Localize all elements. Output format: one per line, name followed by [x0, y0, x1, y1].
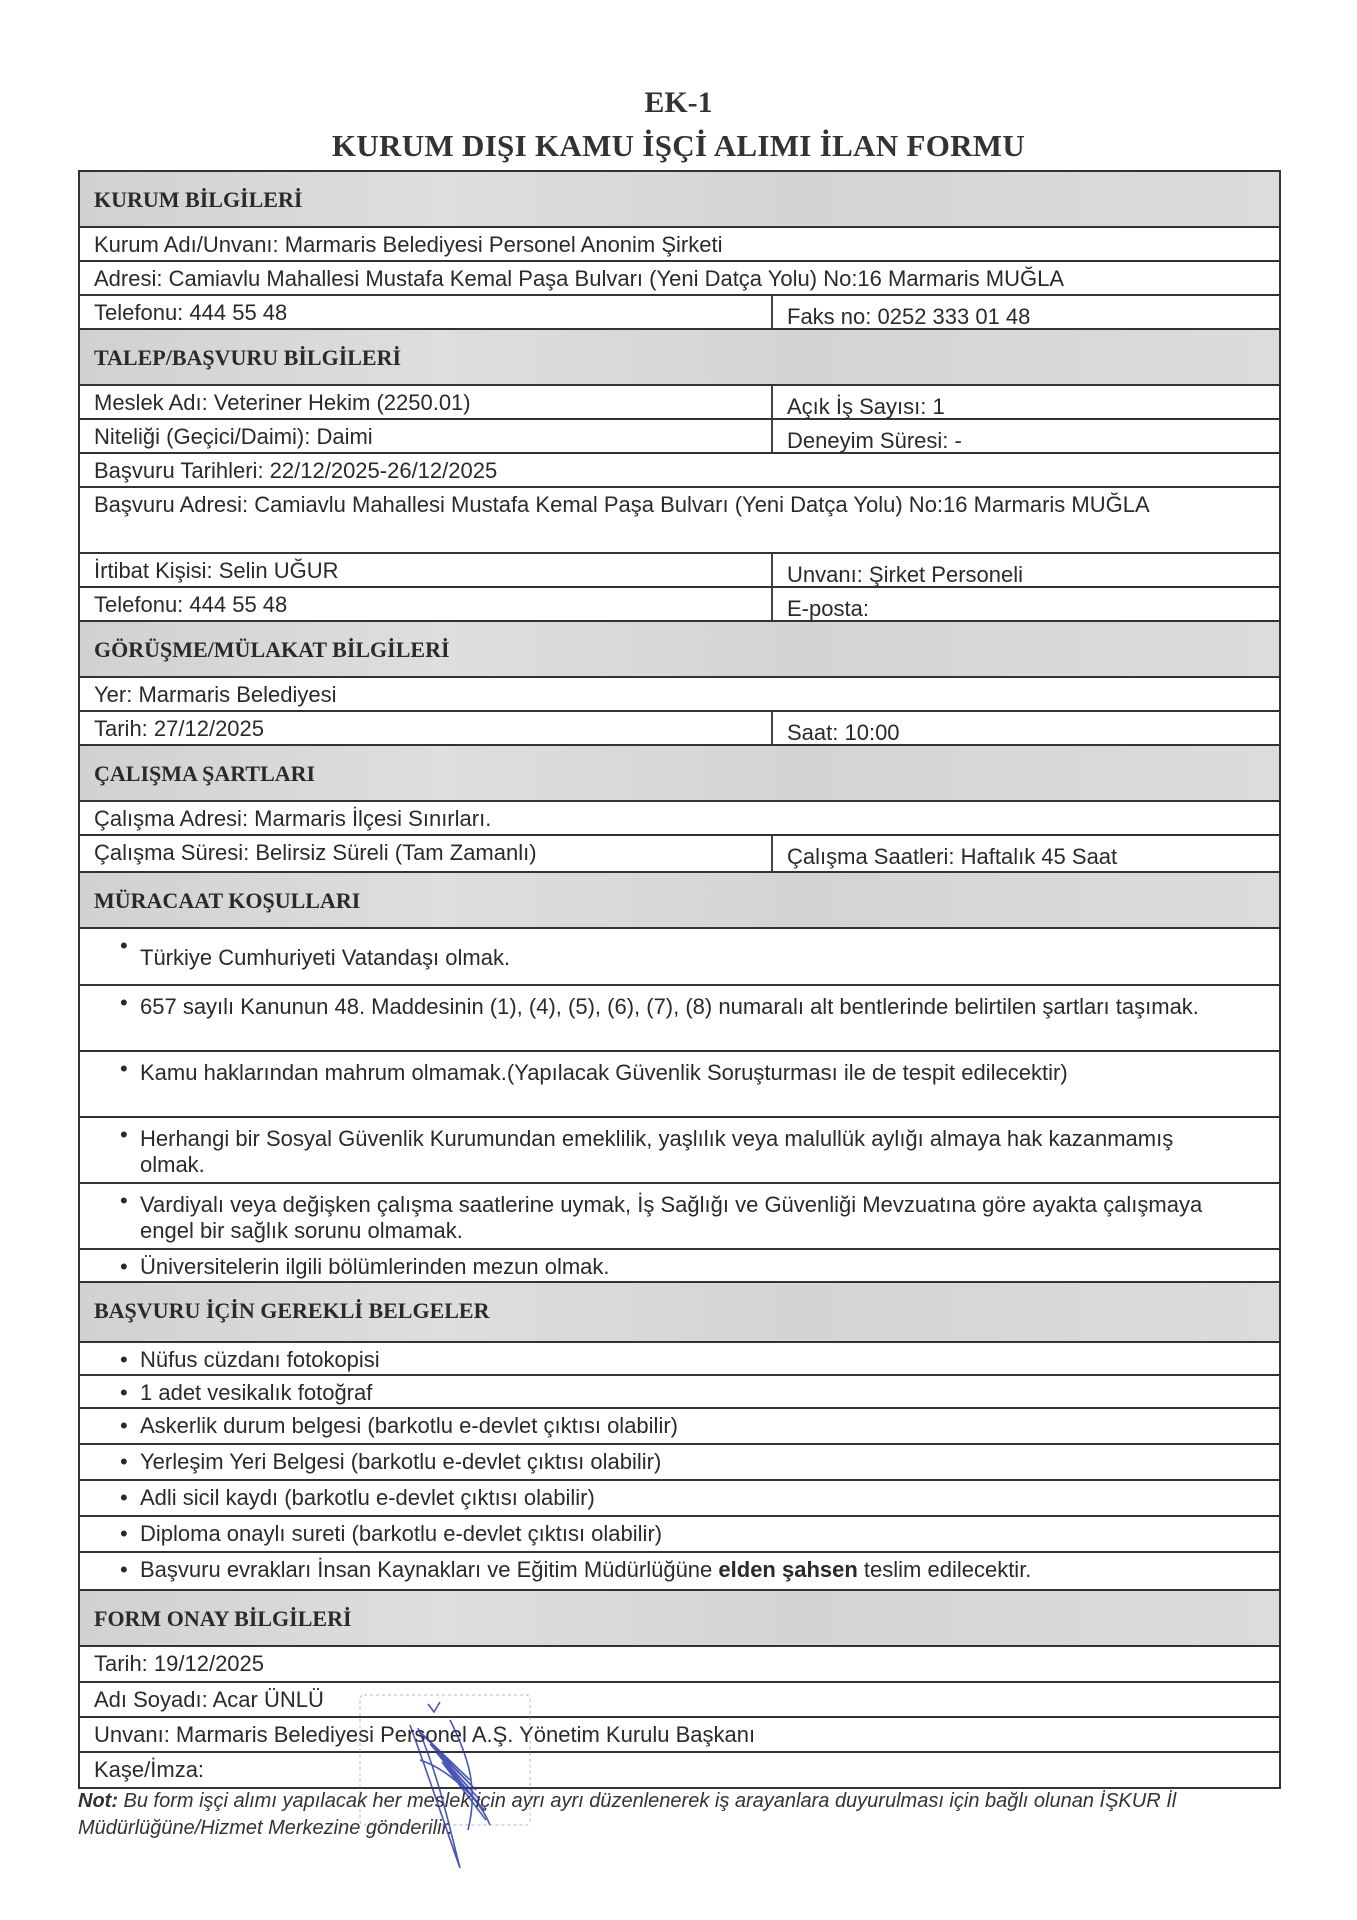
section-title: GÖRÜŞME/MÜLAKAT BİLGİLERİ: [94, 637, 450, 662]
nitelik: Niteliği (Geçici/Daimi): Daimi: [80, 420, 773, 452]
row-yer: [80, 678, 1279, 712]
row-onay-adi: [80, 1683, 1279, 1718]
calisma-saatleri: Çalışma Saatleri: Haftalık 45 Saat: [787, 844, 1118, 869]
row-kurum-telefon: [80, 296, 1279, 330]
muracaat-item: [80, 929, 1279, 986]
talep-telefon: Telefonu: 444 55 48: [80, 588, 773, 620]
section-title: TALEP/BAŞVURU BİLGİLERİ: [94, 345, 402, 370]
basvuru-adresi: Başvuru Adresi: Camiavlu Mahallesi Mustafa Kemal Paşa Bulvarı (Yeni Datça Yolu) No:16 Marmaris MUĞLA: [94, 492, 1150, 517]
onay-adi-soyadi: Adı Soyadı: Acar ÜNLÜ: [94, 1687, 324, 1712]
footnote-label: Not:: [78, 1790, 118, 1812]
section-header-onay: [80, 1591, 1279, 1647]
gorusme-tarih: Tarih: 27/12/2025: [80, 712, 773, 744]
calisma-suresi: Çalışma Süresi: Belirsiz Süreli (Tam Zamanlı): [80, 836, 773, 871]
talep-eposta: E-posta:: [787, 596, 869, 621]
belge-text-prefix: Başvuru evrakları İnsan Kaynakları ve Eğitim Müdürlüğüne: [140, 1557, 719, 1582]
muracaat-item-text: • Üniversitelerin ilgili bölümlerinden mezun olmak.: [80, 1250, 1279, 1281]
onay-unvan: Unvanı: Marmaris Belediyesi Personel A.Ş. Yönetim Kurulu Başkanı: [94, 1722, 756, 1747]
section-title: MÜRACAAT KOŞULLARI: [94, 888, 361, 913]
section-title: BAŞVURU İÇİN GEREKLİ BELGELER: [94, 1298, 490, 1323]
muracaat-item-text: • Vardiyalı veya değişken çalışma saatlerine uymak, İş Sağlığı ve Güvenliği Mevzuatına göre ayakta çalışmaya engel bir sağlık sorunu olmamak.: [80, 1184, 1279, 1248]
stamp-and-signature: [300, 1640, 560, 1870]
kurum-adres: Adresi: Camiavlu Mahallesi Mustafa Kemal Paşa Bulvarı (Yeni Datça Yolu) No:16 Marmaris MUĞLA: [94, 266, 1065, 291]
belge-item: [80, 1553, 1279, 1591]
row-onay-unvan: [80, 1718, 1279, 1753]
footnote: [78, 1788, 1283, 1842]
row-onay-tarih: [80, 1647, 1279, 1683]
gorusme-saat: Saat: 10:00: [787, 720, 900, 745]
section-header-calisma: [80, 746, 1279, 802]
belge-text-suffix: teslim edilecektir.: [857, 1557, 1032, 1582]
section-header-belgeler: [80, 1283, 1279, 1343]
form-table: [78, 170, 1281, 1789]
muracaat-item: [80, 986, 1279, 1052]
belge-item-text: • Askerlik durum belgesi (barkotlu e-devlet çıktısı olabilir): [80, 1409, 1279, 1443]
muracaat-item: [80, 1184, 1279, 1250]
kurum-adi: Kurum Adı/Unvanı: Marmaris Belediyesi Personel Anonim Şirketi: [94, 232, 723, 257]
onay-tarih: Tarih: 19/12/2025: [94, 1651, 265, 1676]
belge-item: [80, 1481, 1279, 1517]
footnote-text: Bu form işçi alımı yapılacak her meslek için ayrı ayrı düzenlenerek iş arayanlara duyurulması için bağlı olunan İŞKUR İl Müdürlüğüne/Hizmet Merkezine gönderilir.: [78, 1790, 1177, 1839]
belge-item: [80, 1517, 1279, 1553]
irtibat-kisisi: İrtibat Kişisi: Selin UĞUR: [80, 554, 773, 586]
kurum-faks: Faks no: 0252 333 01 48: [787, 304, 1031, 329]
muracaat-item-text: • Türkiye Cumhuriyeti Vatandaşı olmak.: [80, 929, 1279, 984]
kase-imza: Kaşe/İmza:: [94, 1757, 205, 1782]
belge-item: [80, 1409, 1279, 1445]
row-meslek: [80, 386, 1279, 420]
basvuru-tarihleri: Başvuru Tarihleri: 22/12/2025-26/12/2025: [94, 458, 498, 483]
row-calisma-adresi: [80, 802, 1279, 836]
row-calisma-suresi: [80, 836, 1279, 873]
row-kase-imza: [80, 1753, 1279, 1789]
belge-text-bold: elden şahsen: [718, 1557, 858, 1582]
belge-item-text: • Nüfus cüzdanı fotokopisi: [80, 1343, 1279, 1374]
section-title: FORM ONAY BİLGİLERİ: [94, 1606, 352, 1631]
belge-item-text: • 1 adet vesikalık fotoğraf: [80, 1376, 1279, 1407]
section-title: KURUM BİLGİLERİ: [94, 187, 303, 212]
belge-item-text: • Yerleşim Yeri Belgesi (barkotlu e-devlet çıktısı olabilir): [80, 1445, 1279, 1479]
muracaat-item-text: • 657 sayılı Kanunun 48. Maddesinin (1), (4), (5), (6), (7), (8) numaralı alt bentlerinde belirtilen şartları taşımak.: [80, 986, 1279, 1050]
acik-is-sayisi: Açık İş Sayısı: 1: [787, 394, 945, 419]
muracaat-item-text: • Kamu haklarından mahrum olmamak.(Yapılacak Güvenlik Soruşturması ile de tespit edilecektir): [80, 1052, 1279, 1116]
muracaat-item: [80, 1052, 1279, 1118]
row-talep-telefon: [80, 588, 1279, 622]
section-header-talep: [80, 330, 1279, 386]
muracaat-item-text: • Herhangi bir Sosyal Güvenlik Kurumundan emeklilik, yaşlılık veya malullük aylığı almaya hak kazanmamış olmak.: [80, 1118, 1279, 1182]
belge-item: [80, 1445, 1279, 1481]
section-header-gorusme: [80, 622, 1279, 678]
belge-item-text: [80, 1553, 1279, 1589]
row-basvuru-adresi: [80, 488, 1279, 554]
section-header-kurum: [80, 172, 1279, 228]
belge-item-text: • Diploma onaylı sureti (barkotlu e-devlet çıktısı olabilir): [80, 1517, 1279, 1551]
row-nitelik: [80, 420, 1279, 454]
muracaat-item: [80, 1250, 1279, 1283]
kurum-telefon: Telefonu: 444 55 48: [80, 296, 773, 328]
calisma-adresi: Çalışma Adresi: Marmaris İlçesi Sınırları.: [94, 806, 492, 831]
section-header-muracaat: [80, 873, 1279, 929]
gorusme-yer: Yer: Marmaris Belediyesi: [94, 682, 337, 707]
belge-item: [80, 1343, 1279, 1376]
row-irtibat: [80, 554, 1279, 588]
muracaat-item: [80, 1118, 1279, 1184]
document-code: EK-1: [644, 86, 713, 119]
deneyim-suresi: Deneyim Süresi: -: [787, 428, 962, 453]
irtibat-unvan: Unvanı: Şirket Personeli: [787, 562, 1023, 587]
row-kurum-adi: [80, 228, 1279, 262]
signature-icon: [410, 1702, 490, 1868]
row-kurum-adres: [80, 262, 1279, 296]
section-title: ÇALIŞMA ŞARTLARI: [94, 761, 316, 786]
row-basvuru-tarihleri: [80, 454, 1279, 488]
belge-item-text: • Adli sicil kaydı (barkotlu e-devlet çıktısı olabilir): [80, 1481, 1279, 1515]
meslek-adi: Meslek Adı: Veteriner Hekim (2250.01): [80, 386, 773, 418]
belge-item: [80, 1376, 1279, 1409]
row-gorusme-tarih: [80, 712, 1279, 746]
document-title: KURUM DIŞI KAMU İŞÇİ ALIMI İLAN FORMU: [331, 128, 1026, 163]
